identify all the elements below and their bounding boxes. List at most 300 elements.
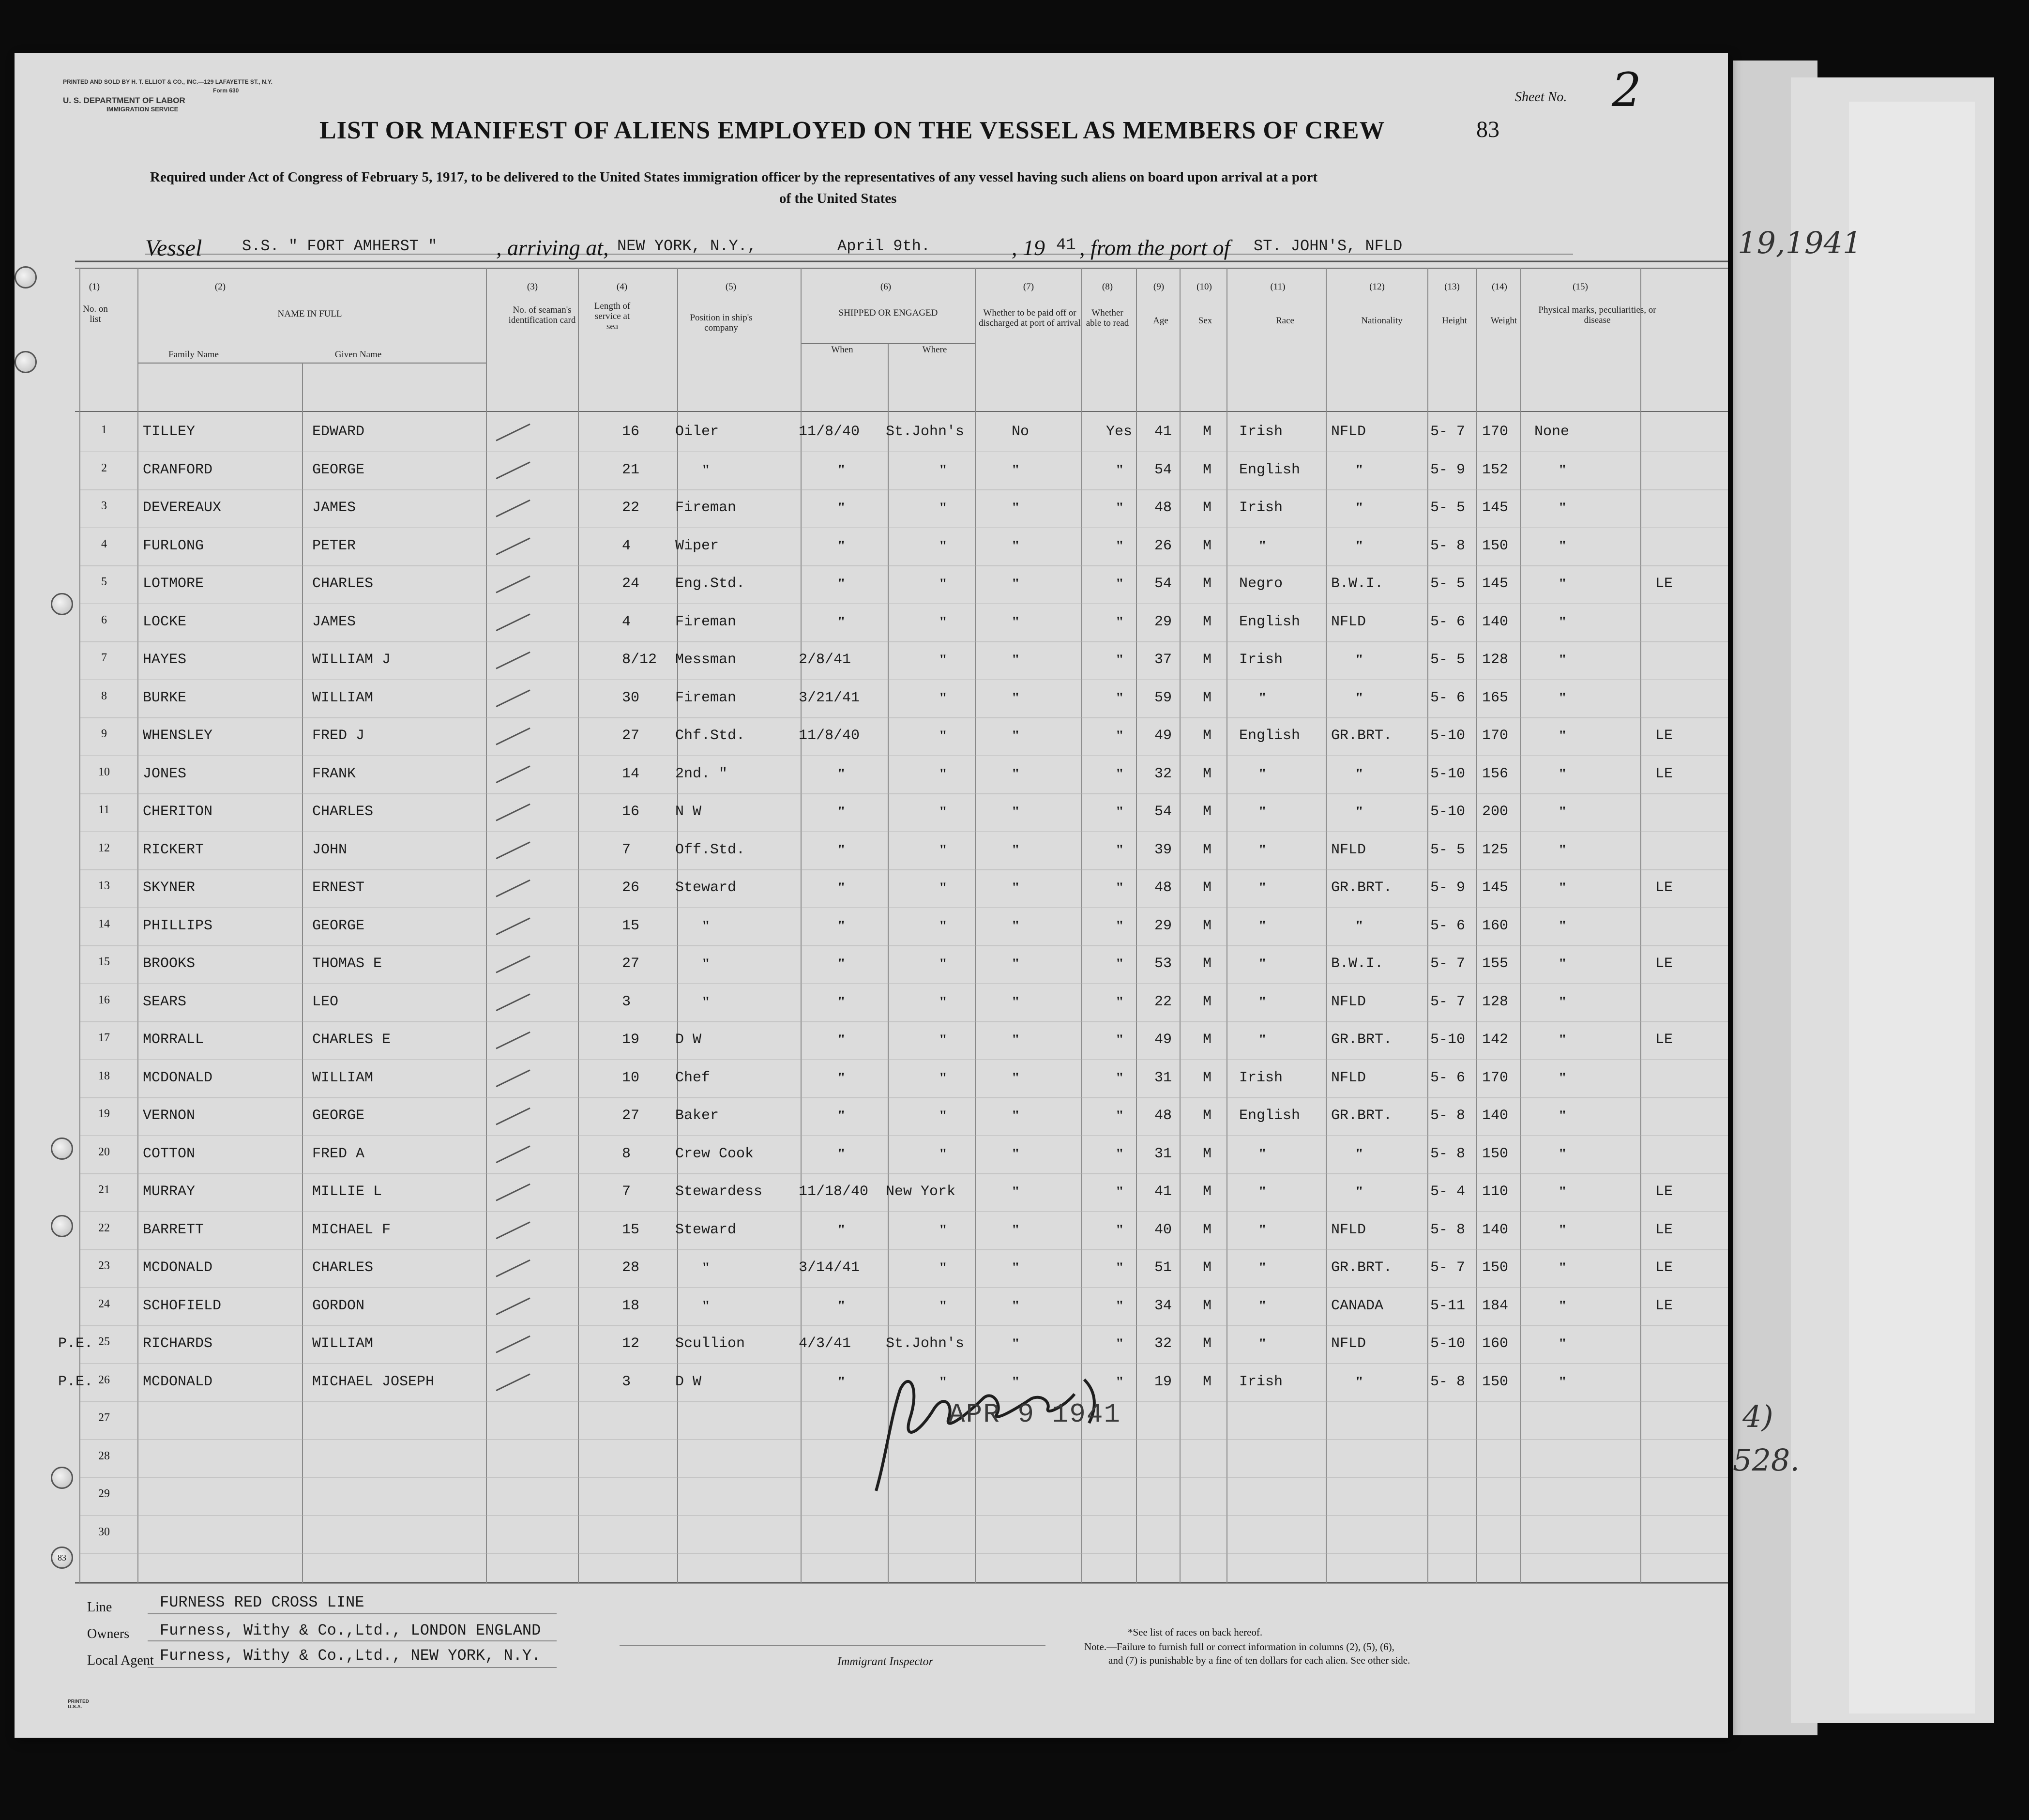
weight: 155 [1482,956,1509,972]
race: Irish [1239,424,1283,440]
physical-marks: " [1559,1183,1567,1199]
physical-marks: None [1534,424,1570,440]
height: 5- 8 [1430,1221,1466,1238]
sex: M [1203,880,1212,896]
length-of-service: 14 [622,765,640,782]
row-number: 1 [101,424,107,436]
shipped-when: " [837,993,846,1010]
shipped-when: " [837,804,846,819]
nationality: " [1355,765,1363,782]
nationality: NFLD [1331,1335,1366,1352]
weight: 156 [1482,765,1509,782]
shipped-where: " [939,689,947,706]
sex: M [1203,993,1212,1010]
row-number: 13 [98,880,110,892]
position: Chef [675,1069,711,1086]
shipped-when: 11/18/40 [799,1183,869,1200]
physical-marks: " [1559,613,1567,630]
shipped-when: " [837,1297,846,1314]
id-card-slash [496,880,530,896]
row-number: 10 [98,765,110,778]
position: Steward [675,880,737,896]
paid-off: " [1012,728,1020,743]
weight: 128 [1482,652,1509,668]
col-physical-marks: Physical marks, peculiarities, or disease [1538,305,1656,325]
weight: 128 [1482,993,1509,1010]
row-number: 2 [101,461,107,474]
paid-off: " [1012,956,1020,971]
family-name: MURRAY [143,1183,196,1200]
row-number: 11 [98,804,110,816]
given-name: WILLIAM [312,1335,374,1352]
id-card-slash [496,842,530,859]
able-to-read: " [1116,1069,1124,1086]
id-card-slash [496,956,530,972]
weight: 150 [1482,1145,1509,1162]
shipped-where: " [939,652,947,667]
sex: M [1203,537,1212,554]
row-number: 8 [101,689,107,702]
year-prefix: , 19 [1012,235,1045,260]
position: Eng.Std. [675,576,745,592]
punch-hole [51,1467,73,1489]
family-name: FURLONG [143,537,204,554]
nationality: " [1355,917,1363,934]
given-name: CHARLES E [312,1031,391,1048]
age: 54 [1154,576,1172,592]
height: 5- 9 [1430,461,1466,478]
form-number: Form 630 [213,87,239,94]
paid-off: " [1012,613,1020,630]
shipped-where: " [939,613,947,630]
back-sheet-note: 19,1941 [1738,225,1862,260]
sex: M [1203,728,1212,744]
arrival-year: 41 [1056,236,1076,255]
margin-note: LE [1655,1183,1673,1200]
physical-marks: " [1559,1259,1567,1275]
page-title: LIST OR MANIFEST OF ALIENS EMPLOYED ON THE VESSEL AS MEMBERS OF CREW [319,117,1385,144]
weight: 160 [1482,1335,1509,1352]
height: 5- 8 [1430,1145,1466,1162]
paid-off: " [1012,537,1020,554]
paid-off: " [1012,993,1020,1010]
footer-owners-value: Furness, Withy & Co.,Ltd., LONDON ENGLAND [160,1622,541,1639]
age: 48 [1154,1107,1172,1124]
shipped-when: " [837,1069,846,1086]
shipped-when: " [837,1373,846,1390]
margin-note: LE [1655,728,1673,744]
able-to-read: " [1116,1031,1124,1047]
paid-off: " [1012,1221,1020,1238]
length-of-service: 30 [622,689,640,706]
manifest-sheet [15,53,1728,1738]
height: 5- 6 [1430,689,1466,706]
arrival-port: NEW YORK, N.Y., [617,237,757,255]
nationality: " [1355,500,1363,516]
shipped-when: " [837,1107,846,1123]
family-name: WHENSLEY [143,728,213,744]
punch-hole [51,1215,73,1237]
able-to-read: " [1116,500,1124,516]
race: Negro [1239,576,1283,592]
able-to-read: " [1116,1335,1124,1351]
sex: M [1203,917,1212,934]
shipped-where: " [939,500,947,516]
paid-off: No [1012,424,1030,440]
able-to-read: " [1116,880,1124,895]
paid-off: " [1012,1259,1020,1275]
paid-off: " [1012,765,1020,782]
id-card-slash [496,1070,530,1087]
margin-note: LE [1655,880,1673,896]
row-number: 25 [98,1335,110,1348]
height: 5-10 [1430,1031,1466,1048]
id-card-slash [496,462,530,479]
footer-agent-value: Furness, Withy & Co.,Ltd., NEW YORK, N.Y. [160,1647,541,1665]
column-number: (7) [1023,282,1034,292]
weight: 145 [1482,500,1509,516]
col-paid-off: Whether to be paid off or discharged at port of arrival [979,308,1081,328]
nationality: " [1355,804,1363,819]
shipped-where: " [939,576,947,592]
col-family-name: Family Name [168,349,219,360]
able-to-read: " [1116,917,1124,934]
able-to-read: " [1116,1373,1124,1390]
height: 5-10 [1430,804,1466,820]
printed-mark: PRINTED U.S.A. [68,1699,89,1710]
shipped-where: " [939,765,947,782]
shipped-when: 3/14/41 [799,1259,860,1276]
nationality: " [1355,652,1363,667]
physical-marks: " [1559,652,1567,667]
physical-marks: " [1559,880,1567,895]
physical-marks: " [1559,993,1567,1010]
paid-off: " [1012,461,1020,478]
height: 5- 7 [1430,993,1466,1010]
paid-off: " [1012,1145,1020,1162]
col-height: Height [1442,316,1467,326]
margin-note: LE [1655,1221,1673,1238]
age: 32 [1154,1335,1172,1352]
id-card-slash [496,804,530,820]
height: 5- 6 [1430,1069,1466,1086]
column-number: (5) [725,282,737,292]
id-card-slash [496,500,530,516]
position: Steward [675,1221,737,1238]
id-card-slash [496,918,530,935]
able-to-read: " [1116,576,1124,592]
length-of-service: 26 [622,880,640,896]
shipped-when: 4/3/41 [799,1335,851,1352]
shipped-where: " [939,804,947,819]
nationality: GR.BRT. [1331,728,1393,744]
physical-marks: " [1559,804,1567,819]
family-name: SCHOFIELD [143,1297,222,1314]
shipped-when: 11/8/40 [799,424,860,440]
row-number: 17 [98,1031,110,1044]
family-name: MORRALL [143,1031,204,1048]
weight: 140 [1482,1221,1509,1238]
id-card-slash [496,1184,530,1200]
col-race: Race [1276,316,1294,326]
id-card-slash [496,1146,530,1163]
race: " [1258,1259,1267,1275]
margin-note: LE [1655,1297,1673,1314]
position: " [702,1259,710,1275]
age: 41 [1154,1183,1172,1200]
punch-hole [15,266,37,288]
weight: 152 [1482,461,1509,478]
footer-agent-label: Local Agent [87,1653,154,1668]
given-name: CHARLES [312,1259,374,1276]
age: 32 [1154,765,1172,782]
race: English [1239,1107,1301,1124]
shipped-where: New York [886,1183,956,1200]
col-when: When [831,345,853,355]
family-name: DEVEREAUX [143,500,222,516]
length-of-service: 8/12 [622,652,657,668]
weight: 140 [1482,1107,1509,1124]
nationality: GR.BRT. [1331,1107,1393,1124]
given-name: MILLIE L [312,1183,382,1200]
age: 29 [1154,613,1172,630]
punch-hole [51,1138,73,1160]
punch-hole: 83 [51,1547,73,1569]
family-name: PHILLIPS [143,917,213,934]
shipped-where: St.John's [886,1335,965,1352]
family-name: SEARS [143,993,187,1010]
shipped-when: " [837,956,846,971]
col-position: Position in ship's company [690,313,753,333]
able-to-read: " [1116,1221,1124,1238]
height: 5- 6 [1430,917,1466,934]
footer-line-value: FURNESS RED CROSS LINE [160,1593,364,1611]
position: Stewardess [675,1183,763,1200]
sex: M [1203,1221,1212,1238]
age: 39 [1154,841,1172,858]
nationality: NFLD [1331,613,1366,630]
position: Fireman [675,689,737,706]
sex: M [1203,804,1212,820]
age: 41 [1154,424,1172,440]
age: 37 [1154,652,1172,668]
length-of-service: 27 [622,956,640,972]
position: Messman [675,652,737,668]
family-name: MCDONALD [143,1373,213,1390]
sex: M [1203,1297,1212,1314]
nationality: " [1355,1373,1363,1390]
shipped-where: " [939,1373,947,1390]
row-number: 4 [101,537,107,550]
punch-hole [15,351,37,373]
nationality: NFLD [1331,1221,1366,1238]
family-name: MCDONALD [143,1259,213,1276]
column-number: (12) [1369,282,1385,292]
physical-marks: " [1559,728,1567,743]
family-name: LOCKE [143,613,187,630]
row-number: 23 [98,1259,110,1272]
physical-marks: " [1559,917,1567,934]
given-name: WILLIAM J [312,652,391,668]
vessel-name: S.S. " FORT AMHERST " [242,237,438,255]
age: 53 [1154,956,1172,972]
shipped-when: " [837,765,846,782]
row-number: 27 [98,1411,110,1424]
paid-off: " [1012,1069,1020,1086]
id-card-slash [496,1336,530,1352]
margin-mark: P.E. [58,1373,93,1390]
id-card-slash [496,576,530,592]
id-card-slash [496,728,530,744]
able-to-read: " [1116,728,1124,743]
length-of-service: 15 [622,1221,640,1238]
given-name: WILLIAM [312,689,374,706]
shipped-where: " [939,1069,947,1086]
age: 54 [1154,804,1172,820]
id-card-slash [496,1222,530,1239]
shipped-when: 3/21/41 [799,689,860,706]
sex: M [1203,1183,1212,1200]
shipped-when: 2/8/41 [799,652,851,668]
sex: M [1203,956,1212,972]
date-stamp: APR 9 1941 [949,1399,1121,1430]
height: 5- 7 [1430,956,1466,972]
column-number: (2) [214,282,226,292]
family-name: VERNON [143,1107,196,1124]
races-note: *See list of races on back hereof. [1128,1626,1263,1638]
age: 51 [1154,1259,1172,1276]
given-name: JOHN [312,841,348,858]
race: " [1258,956,1267,971]
column-number: (15) [1573,282,1588,292]
height: 5- 8 [1430,1373,1466,1390]
height: 5- 5 [1430,576,1466,592]
from-port-label: , from the port of [1079,235,1230,260]
race: " [1258,1183,1267,1199]
shipped-where: " [939,956,947,971]
id-card-slash [496,1108,530,1124]
id-card-slash [496,994,530,1011]
shipped-when: " [837,576,846,592]
sex: M [1203,1373,1212,1390]
weight: 170 [1482,424,1509,440]
able-to-read: " [1116,1107,1124,1123]
col-no-on-list: No. on list [83,304,108,324]
race: " [1258,689,1267,706]
age: 48 [1154,880,1172,896]
race: " [1258,1031,1267,1047]
row-number: 28 [98,1449,110,1462]
height: 5- 5 [1430,841,1466,858]
arriving-label: , arriving at, [496,235,609,260]
position: N W [675,804,702,820]
position: Crew Cook [675,1145,754,1162]
nationality: NFLD [1331,993,1366,1010]
race: English [1239,728,1301,744]
length-of-service: 27 [622,1107,640,1124]
col-shipped: SHIPPED OR ENGAGED [838,308,938,318]
col-able-read: Whether able to read [1086,308,1129,328]
height: 5- 7 [1430,1259,1466,1276]
nationality: " [1355,537,1363,554]
row-number: 16 [98,993,110,1006]
physical-marks: " [1559,765,1567,782]
sheet-label: Sheet No. [1515,90,1567,105]
shipped-where: " [939,993,947,1010]
race: English [1239,461,1301,478]
weight: 170 [1482,728,1509,744]
family-name: JONES [143,765,187,782]
row-number: 7 [101,652,107,664]
length-of-service: 28 [622,1259,640,1276]
height: 5-10 [1430,728,1466,744]
shipped-when: " [837,1031,846,1047]
physical-marks: " [1559,461,1567,478]
family-name: RICKERT [143,841,204,858]
given-name: JAMES [312,500,356,516]
length-of-service: 3 [622,993,631,1010]
sex: M [1203,1107,1212,1124]
age: 19 [1154,1373,1172,1390]
paid-off: " [1012,1297,1020,1314]
length-of-service: 12 [622,1335,640,1352]
nationality: GR.BRT. [1331,1031,1393,1048]
shipped-where: " [939,537,947,554]
column-number: (11) [1270,282,1286,292]
position: 2nd. " [675,765,728,782]
shipped-where: " [939,880,947,895]
age: 40 [1154,1221,1172,1238]
length-of-service: 18 [622,1297,640,1314]
sex: M [1203,424,1212,440]
weight: 200 [1482,804,1509,820]
given-name: MICHAEL F [312,1221,391,1238]
col-name-in-full: NAME IN FULL [277,309,342,319]
row-number: 26 [98,1373,110,1386]
shipped-when: 11/8/40 [799,728,860,744]
length-of-service: 21 [622,461,640,478]
able-to-read: " [1116,461,1124,478]
margin-note: LE [1655,1259,1673,1276]
nationality: " [1355,1183,1363,1199]
sex: M [1203,652,1212,668]
sex: M [1203,613,1212,630]
shipped-where: " [939,1145,947,1162]
back-sheet [1849,102,1975,1714]
height: 5- 5 [1430,652,1466,668]
sex: M [1203,1335,1212,1352]
shipped-where: " [939,1031,947,1047]
position: " [702,1297,710,1314]
family-name: BURKE [143,689,187,706]
punch-hole [51,593,73,615]
age: 31 [1154,1069,1172,1086]
given-name: GEORGE [312,1107,365,1124]
given-name: LEO [312,993,339,1010]
arrival-date: April 9th. [837,237,931,255]
nationality: " [1355,461,1363,478]
able-to-read: " [1116,613,1124,630]
position: D W [675,1031,702,1048]
length-of-service: 8 [622,1145,631,1162]
height: 5-10 [1430,765,1466,782]
nationality: B.W.I. [1331,956,1384,972]
race: Irish [1239,1069,1283,1086]
able-to-read: " [1116,1259,1124,1275]
sex: M [1203,500,1212,516]
inspector-signature [857,1360,1128,1505]
physical-marks: " [1559,1297,1567,1314]
